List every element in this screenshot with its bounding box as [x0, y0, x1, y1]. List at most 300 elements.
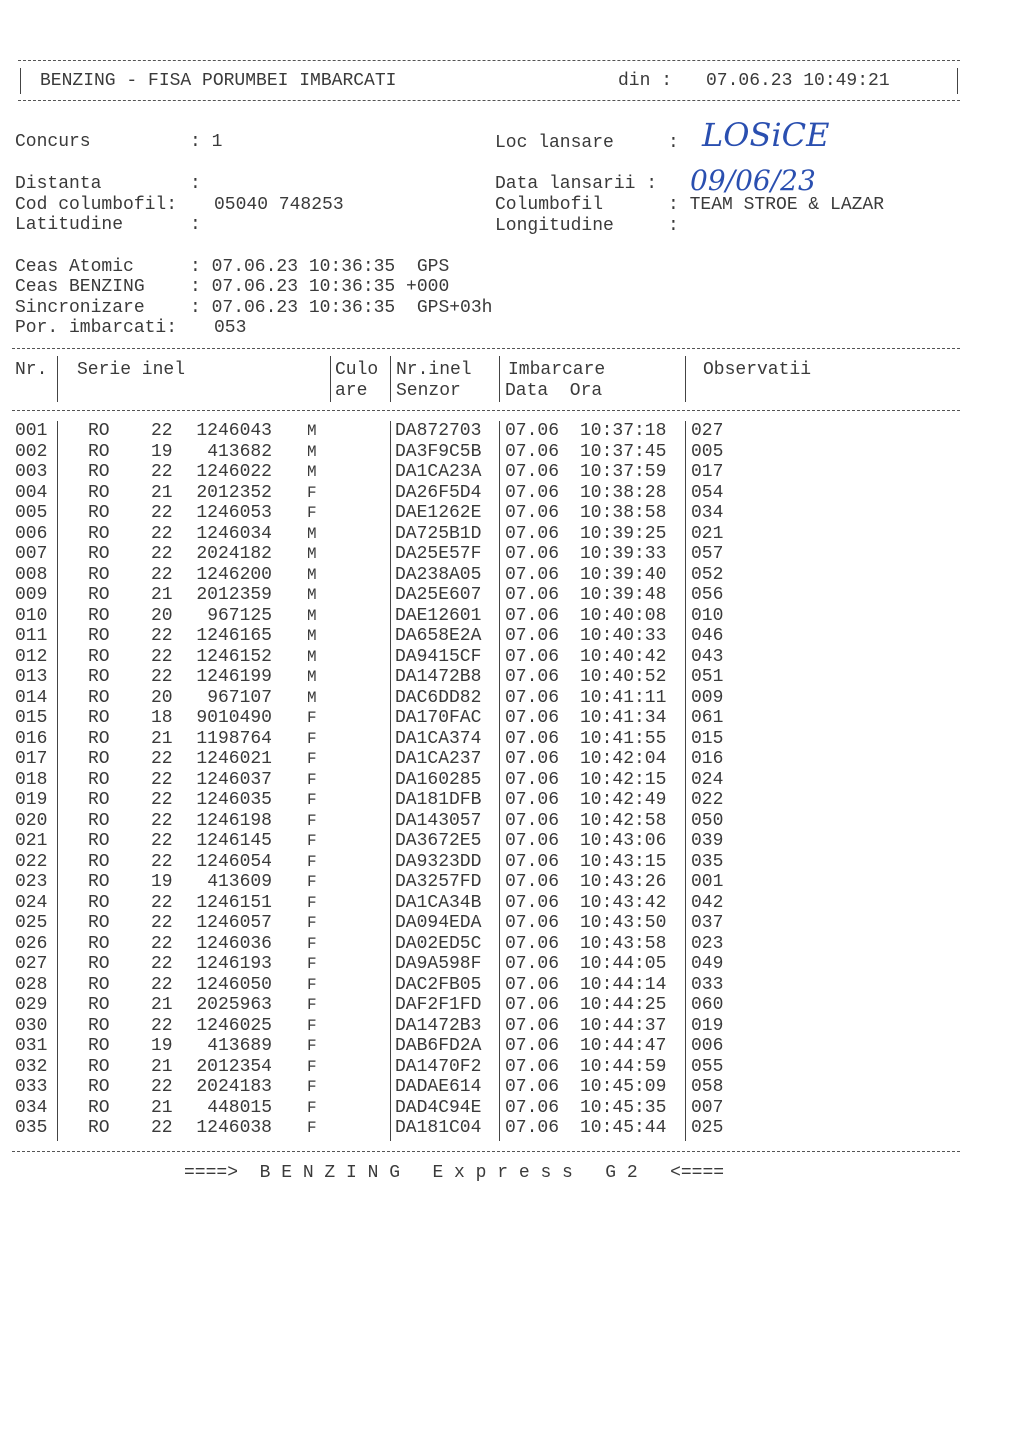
table-row — [0, 1077, 1024, 1097]
cell-observatii: 060 — [691, 995, 724, 1015]
cell-ora: 10:43:58 — [580, 933, 667, 954]
cell-observatii: 056 — [691, 585, 724, 605]
cell-data: 07.06 — [505, 872, 560, 892]
cell-nr: 033 — [15, 1077, 48, 1097]
cell-tara: RO — [88, 441, 110, 462]
cell-nr: 009 — [15, 585, 48, 605]
cell-tara: RO — [88, 544, 110, 564]
cell-inel: 1246037 — [196, 769, 272, 790]
cell-senzor: DA02ED5C — [395, 933, 482, 954]
table-row — [0, 483, 1024, 503]
cell-tara: RO — [88, 933, 110, 954]
longitudine-label: Longitudine — [495, 216, 614, 236]
cell-sex: F — [307, 832, 317, 850]
cell-ora: 10:38:28 — [580, 482, 667, 503]
data-lansarii-label: Data lansarii : — [495, 174, 658, 194]
cell-data: 07.06 — [505, 933, 560, 954]
cell-sex: F — [307, 811, 317, 830]
cell-senzor: DA9A598F — [395, 954, 482, 974]
cell-inel: 967125 — [207, 605, 272, 626]
cell-observatii: 034 — [691, 503, 724, 523]
table-row — [0, 544, 1024, 564]
cell-sex: M — [307, 627, 317, 645]
cell-observatii: 015 — [691, 728, 724, 749]
cell-sex: M — [307, 545, 317, 563]
cell-an: 22 — [151, 954, 173, 974]
cell-tara: RO — [88, 462, 110, 482]
cell-observatii: 019 — [691, 1015, 724, 1036]
cell-senzor: DA1470F2 — [395, 1056, 482, 1077]
cell-an: 18 — [151, 708, 173, 728]
cell-ora: 10:40:52 — [580, 667, 667, 687]
din-value: 07.06.23 10:49:21 — [706, 71, 890, 91]
table-row — [0, 1016, 1024, 1036]
cell-nr: 035 — [15, 1118, 48, 1138]
cell-data: 07.06 — [505, 441, 560, 462]
cell-inel: 413609 — [207, 872, 272, 892]
cell-observatii: 049 — [691, 954, 724, 974]
table-row — [0, 852, 1024, 872]
table-row — [0, 503, 1024, 523]
cell-nr: 006 — [15, 523, 48, 544]
cell-an: 22 — [151, 749, 173, 769]
cell-observatii: 023 — [691, 933, 724, 954]
table-row — [0, 934, 1024, 954]
cod-columbofil-value: 05040 748253 — [214, 195, 344, 215]
cell-senzor: DA143057 — [395, 810, 482, 831]
cell-ora: 10:37:18 — [580, 421, 667, 441]
cell-tara: RO — [88, 831, 110, 851]
cell-an: 22 — [151, 544, 173, 564]
cell-observatii: 017 — [691, 462, 724, 482]
cell-tara: RO — [88, 749, 110, 769]
cell-observatii: 058 — [691, 1077, 724, 1097]
cell-tara: RO — [88, 974, 110, 995]
cell-observatii: 061 — [691, 708, 724, 728]
col-header-observatii: Observatii — [703, 360, 812, 380]
cell-nr: 014 — [15, 687, 48, 708]
table-row — [0, 893, 1024, 913]
col-header-culoare-1: Culo — [335, 360, 379, 380]
cell-tara: RO — [88, 790, 110, 810]
table-row — [0, 995, 1024, 1015]
cell-ora: 10:44:47 — [580, 1036, 667, 1056]
table-row — [0, 708, 1024, 728]
cell-sex: F — [307, 914, 317, 932]
cell-inel: 1246036 — [196, 933, 272, 954]
cell-senzor: DA658E2A — [395, 626, 482, 646]
cell-nr: 020 — [15, 810, 48, 831]
cell-data: 07.06 — [505, 1056, 560, 1077]
cell-tara: RO — [88, 1036, 110, 1056]
cell-data: 07.06 — [505, 585, 560, 605]
porumbei-imbarcati-value: 053 — [214, 318, 247, 338]
latitudine-value: : — [190, 215, 201, 235]
table-row — [0, 462, 1024, 482]
cell-inel: 1246054 — [196, 851, 272, 872]
cell-inel: 1246152 — [196, 646, 272, 667]
cell-nr: 032 — [15, 1056, 48, 1077]
cell-an: 22 — [151, 892, 173, 913]
columbofil-label: Columbofil — [495, 195, 604, 215]
cell-senzor: DA725B1D — [395, 523, 482, 544]
cell-data: 07.06 — [505, 421, 560, 441]
cell-nr: 021 — [15, 831, 48, 851]
table-row — [0, 688, 1024, 708]
cell-ora: 10:43:42 — [580, 892, 667, 913]
cell-an: 19 — [151, 1036, 173, 1056]
cell-sex: M — [307, 586, 317, 604]
cell-ora: 10:43:06 — [580, 831, 667, 851]
cell-observatii: 024 — [691, 769, 724, 790]
cell-an: 22 — [151, 933, 173, 954]
table-row — [0, 975, 1024, 995]
cell-an: 21 — [151, 482, 173, 503]
cell-inel: 1246200 — [196, 564, 272, 585]
cell-tara: RO — [88, 851, 110, 872]
cell-nr: 028 — [15, 974, 48, 995]
cell-ora: 10:43:50 — [580, 913, 667, 933]
distanta-label: Distanta — [15, 174, 102, 194]
cell-an: 22 — [151, 974, 173, 995]
col-header-imbarcare-2: Data Ora — [505, 381, 603, 401]
cell-senzor: DAC6DD82 — [395, 687, 482, 708]
cell-tara: RO — [88, 687, 110, 708]
header-top-rule — [18, 60, 960, 61]
cell-ora: 10:44:37 — [580, 1015, 667, 1036]
cell-data: 07.06 — [505, 708, 560, 728]
cell-nr: 011 — [15, 626, 48, 646]
cell-an: 22 — [151, 626, 173, 646]
col-header-nr-inel-1: Nr.inel — [396, 360, 472, 380]
cell-tara: RO — [88, 503, 110, 523]
report-title: BENZING - FISA PORUMBEI IMBARCATI — [40, 71, 397, 91]
cell-inel: 2012354 — [196, 1056, 272, 1077]
cell-observatii: 035 — [691, 851, 724, 872]
cell-tara: RO — [88, 872, 110, 892]
cell-an: 22 — [151, 523, 173, 544]
concurs-label: Concurs — [15, 132, 91, 152]
cell-an: 21 — [151, 585, 173, 605]
cell-ora: 10:41:11 — [580, 687, 667, 708]
cell-data: 07.06 — [505, 769, 560, 790]
table-row — [0, 1118, 1024, 1138]
loc-lansare-colon: : — [668, 133, 679, 153]
cell-observatii: 025 — [691, 1118, 724, 1138]
cell-data: 07.06 — [505, 954, 560, 974]
cell-data: 07.06 — [505, 995, 560, 1015]
cell-sex: M — [307, 565, 317, 584]
cell-data: 07.06 — [505, 626, 560, 646]
cell-nr: 022 — [15, 851, 48, 872]
ceas-benzing-value: : 07.06.23 10:36:35 +000 — [190, 277, 450, 297]
cell-an: 22 — [151, 564, 173, 585]
cell-observatii: 021 — [691, 523, 724, 544]
table-row — [0, 749, 1024, 769]
cell-observatii: 016 — [691, 749, 724, 769]
cell-senzor: DA26F5D4 — [395, 482, 482, 503]
cell-ora: 10:42:04 — [580, 749, 667, 769]
cell-tara: RO — [88, 892, 110, 913]
cell-senzor: DA1CA237 — [395, 749, 482, 769]
cell-tara: RO — [88, 708, 110, 728]
cell-inel: 1246021 — [196, 749, 272, 769]
table-row — [0, 1057, 1024, 1077]
cell-data: 07.06 — [505, 974, 560, 995]
latitudine-label: Latitudine — [15, 215, 124, 235]
cell-ora: 10:44:14 — [580, 974, 667, 995]
cell-inel: 2024183 — [196, 1077, 272, 1097]
concurs-value: : 1 — [190, 132, 223, 152]
cell-inel: 1246198 — [196, 810, 272, 831]
cell-senzor: DA1CA23A — [395, 462, 482, 482]
cell-inel: 1246034 — [196, 523, 272, 544]
table-header-top-rule — [12, 348, 960, 349]
cell-senzor: DA25E607 — [395, 585, 482, 605]
cell-data: 07.06 — [505, 523, 560, 544]
col-divider-nr — [57, 356, 58, 402]
cell-ora: 10:40:42 — [580, 646, 667, 667]
cell-sex: F — [307, 1016, 317, 1035]
cell-nr: 030 — [15, 1015, 48, 1036]
cell-observatii: 010 — [691, 605, 724, 626]
cell-nr: 015 — [15, 708, 48, 728]
cell-an: 22 — [151, 1077, 173, 1097]
cell-tara: RO — [88, 1097, 110, 1118]
cell-ora: 10:41:34 — [580, 708, 667, 728]
cell-observatii: 027 — [691, 421, 724, 441]
cell-observatii: 005 — [691, 441, 724, 462]
cell-inel: 2025963 — [196, 995, 272, 1015]
cell-sex: F — [307, 483, 317, 502]
cell-inel: 967107 — [207, 687, 272, 708]
cell-senzor: DA3672E5 — [395, 831, 482, 851]
table-body — [0, 421, 1024, 1141]
sincronizare-value: : 07.06.23 10:36:35 GPS+03h — [190, 298, 493, 318]
cell-inel: 413682 — [207, 441, 272, 462]
col-header-nr-inel-2: Senzor — [396, 381, 461, 401]
cell-senzor: DADAE614 — [395, 1077, 482, 1097]
cell-nr: 007 — [15, 544, 48, 564]
cell-nr: 025 — [15, 913, 48, 933]
col-header-imbarcare-1: Imbarcare — [508, 360, 606, 380]
cell-data: 07.06 — [505, 482, 560, 503]
cell-nr: 005 — [15, 503, 48, 523]
cell-an: 19 — [151, 872, 173, 892]
cell-data: 07.06 — [505, 687, 560, 708]
cell-data: 07.06 — [505, 1077, 560, 1097]
table-row — [0, 626, 1024, 646]
cell-inel: 2012359 — [196, 585, 272, 605]
cell-senzor: DA9323DD — [395, 851, 482, 872]
cell-inel: 1246038 — [196, 1118, 272, 1138]
cell-data: 07.06 — [505, 728, 560, 749]
cell-tara: RO — [88, 728, 110, 749]
cell-inel: 1246057 — [196, 913, 272, 933]
cell-an: 20 — [151, 605, 173, 626]
cell-ora: 10:42:49 — [580, 790, 667, 810]
cell-tara: RO — [88, 646, 110, 667]
cell-sex: F — [307, 975, 317, 994]
cell-sex: M — [307, 524, 317, 543]
cell-data: 07.06 — [505, 667, 560, 687]
cell-ora: 10:44:59 — [580, 1056, 667, 1077]
data-lansarii-handwritten: 09/06/23 — [690, 164, 816, 197]
cell-senzor: DA238A05 — [395, 564, 482, 585]
table-row — [0, 913, 1024, 933]
cell-inel: 9010490 — [196, 708, 272, 728]
cell-an: 19 — [151, 441, 173, 462]
table-row — [0, 831, 1024, 851]
cell-inel: 413689 — [207, 1036, 272, 1056]
cell-senzor: DAD4C94E — [395, 1097, 482, 1118]
cell-nr: 008 — [15, 564, 48, 585]
cell-an: 22 — [151, 810, 173, 831]
table-row — [0, 421, 1024, 441]
cell-data: 07.06 — [505, 544, 560, 564]
cell-nr: 019 — [15, 790, 48, 810]
col-divider-culoare — [390, 356, 391, 402]
cell-ora: 10:39:48 — [580, 585, 667, 605]
cell-senzor: DA872703 — [395, 421, 482, 441]
cell-ora: 10:41:55 — [580, 728, 667, 749]
cell-senzor: DAB6FD2A — [395, 1036, 482, 1056]
cell-sex: F — [307, 1037, 317, 1055]
cell-ora: 10:40:33 — [580, 626, 667, 646]
cell-nr: 018 — [15, 769, 48, 790]
longitudine-value: : — [668, 216, 679, 236]
body-divider-nr — [57, 421, 58, 1141]
cell-tara: RO — [88, 564, 110, 585]
cell-inel: 1246165 — [196, 626, 272, 646]
cell-senzor: DA094EDA — [395, 913, 482, 933]
cell-sex: F — [307, 1078, 317, 1096]
cell-sex: M — [307, 422, 317, 440]
cell-inel: 1246022 — [196, 462, 272, 482]
cell-senzor: DA1CA34B — [395, 892, 482, 913]
body-divider-nr-inel — [499, 421, 500, 1141]
body-divider-imbarcare — [685, 421, 686, 1141]
col-header-nr: Nr. — [15, 360, 48, 380]
cell-nr: 027 — [15, 954, 48, 974]
loc-lansare-handwritten: LOSiCE — [702, 116, 830, 154]
cell-nr: 034 — [15, 1097, 48, 1118]
col-divider-nr-inel — [499, 356, 500, 402]
cell-nr: 002 — [15, 441, 48, 462]
cell-inel: 448015 — [207, 1097, 272, 1118]
cell-tara: RO — [88, 769, 110, 790]
cell-tara: RO — [88, 1015, 110, 1036]
cell-senzor: DA1CA374 — [395, 728, 482, 749]
cell-sex: F — [307, 1119, 317, 1137]
cell-sex: F — [307, 770, 317, 789]
cell-sex: F — [307, 1057, 317, 1076]
cell-tara: RO — [88, 995, 110, 1015]
cell-inel: 1246050 — [196, 974, 272, 995]
cell-observatii: 054 — [691, 482, 724, 503]
cell-nr: 016 — [15, 728, 48, 749]
cell-observatii: 001 — [691, 872, 724, 892]
cell-nr: 031 — [15, 1036, 48, 1056]
cell-ora: 10:39:33 — [580, 544, 667, 564]
cell-an: 22 — [151, 1015, 173, 1036]
cell-ora: 10:45:35 — [580, 1097, 667, 1118]
col-divider-imbarcare — [685, 356, 686, 402]
cell-senzor: DA3F9C5B — [395, 441, 482, 462]
cell-senzor: DA170FAC — [395, 708, 482, 728]
cell-senzor: DA1472B8 — [395, 667, 482, 687]
cell-nr: 001 — [15, 421, 48, 441]
cell-nr: 024 — [15, 892, 48, 913]
cell-an: 21 — [151, 1097, 173, 1118]
cell-tara: RO — [88, 585, 110, 605]
header-right-border — [957, 68, 958, 94]
ceas-atomic-label: Ceas Atomic — [15, 257, 134, 277]
cell-observatii: 055 — [691, 1056, 724, 1077]
cell-data: 07.06 — [505, 749, 560, 769]
table-row — [0, 565, 1024, 585]
cell-nr: 004 — [15, 482, 48, 503]
cell-an: 22 — [151, 1118, 173, 1138]
cell-ora: 10:43:15 — [580, 851, 667, 872]
cell-ora: 10:44:25 — [580, 995, 667, 1015]
cell-observatii: 043 — [691, 646, 724, 667]
cell-nr: 017 — [15, 749, 48, 769]
table-row — [0, 585, 1024, 605]
cell-senzor: DAE1262E — [395, 503, 482, 523]
cell-data: 07.06 — [505, 913, 560, 933]
table-row — [0, 872, 1024, 892]
cell-sex: M — [307, 606, 317, 625]
loc-lansare-label: Loc lansare — [495, 133, 614, 153]
cell-sex: F — [307, 729, 317, 748]
table-row — [0, 647, 1024, 667]
header-bottom-rule — [18, 100, 960, 101]
cell-sex: F — [307, 750, 317, 768]
cell-an: 22 — [151, 667, 173, 687]
cell-an: 22 — [151, 851, 173, 872]
cell-tara: RO — [88, 421, 110, 441]
cell-sex: M — [307, 442, 317, 461]
cell-an: 22 — [151, 646, 173, 667]
cell-nr: 003 — [15, 462, 48, 482]
porumbei-imbarcati-label: Por. imbarcati: — [15, 318, 178, 338]
cell-ora: 10:39:40 — [580, 564, 667, 585]
cell-sex: F — [307, 996, 317, 1014]
cell-an: 21 — [151, 1056, 173, 1077]
cell-sex: M — [307, 463, 317, 481]
cell-senzor: DA1472B3 — [395, 1015, 482, 1036]
cell-tara: RO — [88, 810, 110, 831]
cell-observatii: 057 — [691, 544, 724, 564]
ceas-atomic-value: : 07.06.23 10:36:35 GPS — [190, 257, 450, 277]
cell-tara: RO — [88, 954, 110, 974]
cell-data: 07.06 — [505, 1036, 560, 1056]
cell-inel: 1246193 — [196, 954, 272, 974]
cell-tara: RO — [88, 626, 110, 646]
cell-ora: 10:45:09 — [580, 1077, 667, 1097]
cell-sex: F — [307, 934, 317, 953]
cell-observatii: 039 — [691, 831, 724, 851]
cell-an: 22 — [151, 421, 173, 441]
cell-sex: M — [307, 668, 317, 686]
cell-tara: RO — [88, 667, 110, 687]
cell-data: 07.06 — [505, 564, 560, 585]
cell-inel: 1246025 — [196, 1015, 272, 1036]
cell-senzor: DAC2FB05 — [395, 974, 482, 995]
cell-sex: F — [307, 873, 317, 891]
table-header-bottom-rule — [12, 410, 960, 411]
